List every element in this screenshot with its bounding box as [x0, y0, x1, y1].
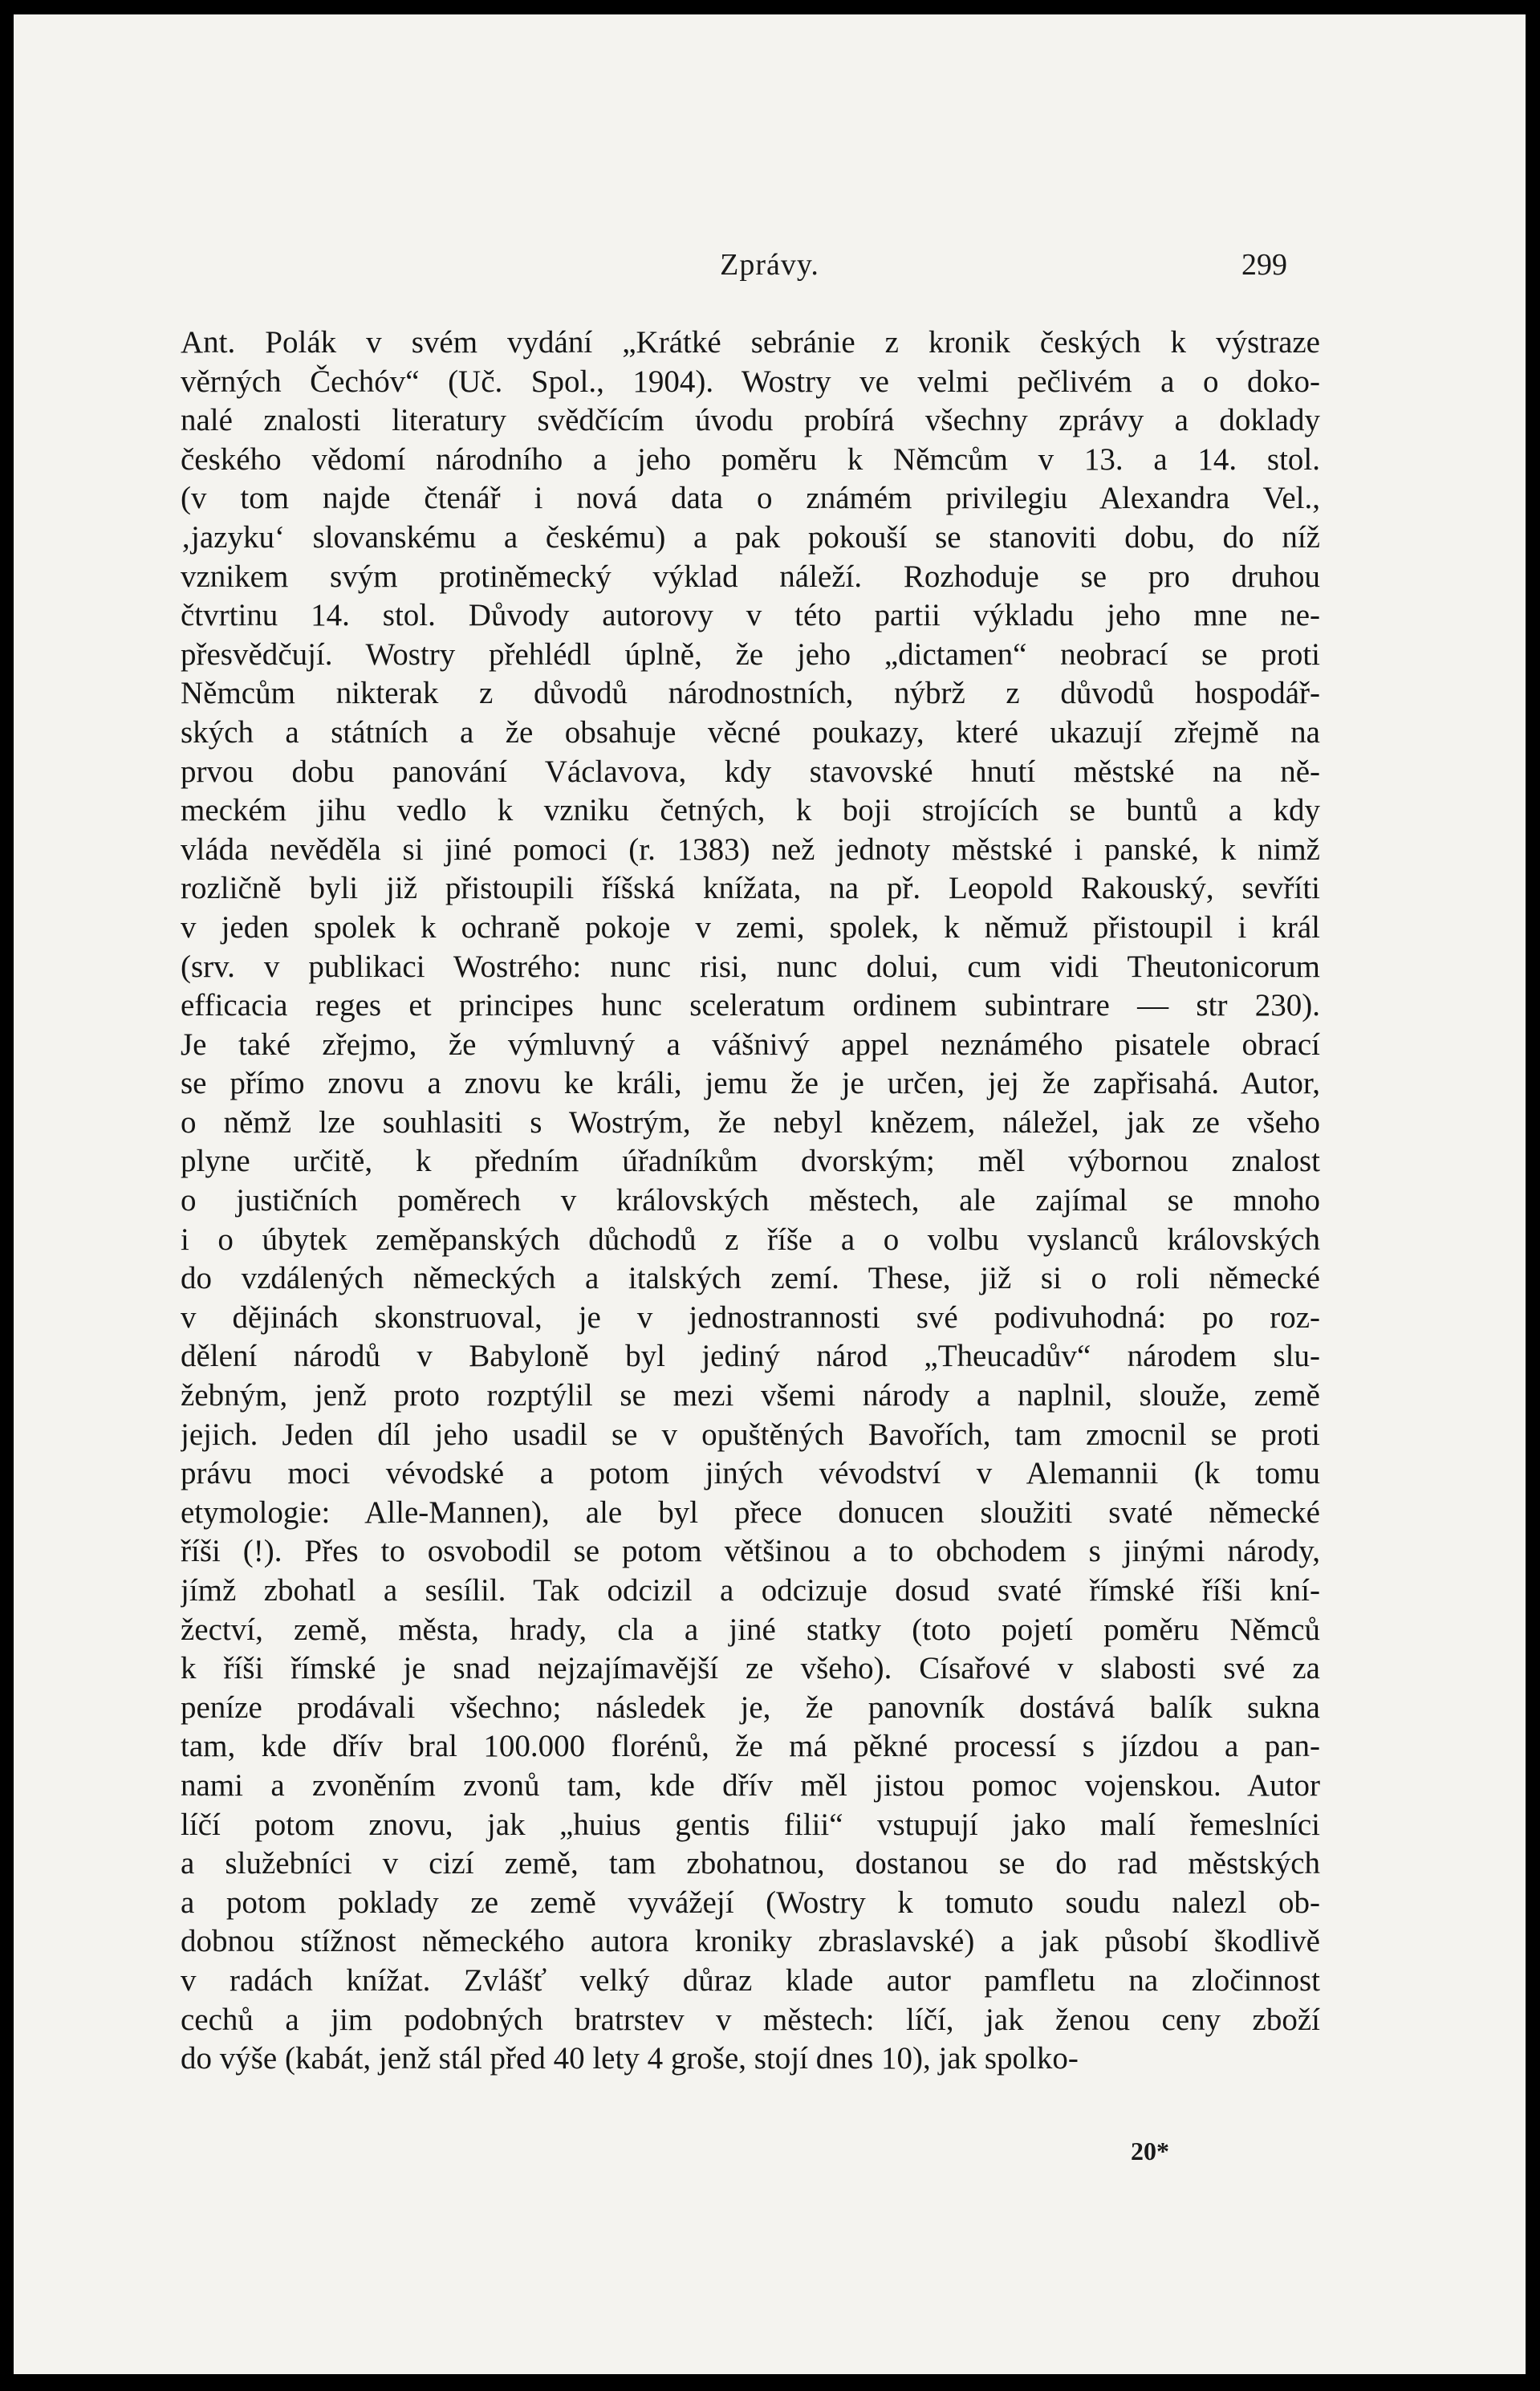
text-line: rozličně byli již přistoupili říšská knížata, na př. Leopold Rakouský, sevříti — [181, 871, 1320, 906]
page-number: 299 — [1241, 248, 1287, 282]
text-line: meckém jihu vedlo k vzniku četných, k boji strojících se buntů a kdy — [181, 793, 1320, 828]
text-line: Je také zřejmo, že výmluvný a vášnivý appel neznámého pisatele obrací — [181, 1027, 1320, 1062]
text-line: vláda nevěděla si jiné pomoci (r. 1383) než jednoty městské i panské, k nimž — [181, 832, 1320, 867]
text-line: nami a zvoněním zvonů tam, kde dřív měl jistou pomoc vojenskou. Autor — [181, 1767, 1320, 1803]
text-line: plyne určitě, k předním úřadníkům dvorským; měl výbornou znalost — [181, 1144, 1320, 1179]
text-line: v radách knížat. Zvlášť velký důraz klade autor pamfletu na zločinnost — [181, 1962, 1320, 1998]
text-line: čtvrtinu 14. stol. Důvody autorovy v této partii výkladu jeho mne ne- — [181, 598, 1320, 633]
text-line: a služebníci v cizí země, tam zbohatnou, dostanou se do rad městských — [181, 1846, 1320, 1881]
text-line: ských a státních a že obsahuje věcné poukazy, které ukazují zřejmě na — [181, 714, 1320, 750]
text-line: českého vědomí národního a jeho poměru k Němcům v 13. a 14. stol. — [181, 441, 1320, 477]
text-line: dobnou stížnost německého autora kroniky zbraslavské) a jak působí škodlivě — [181, 1924, 1320, 1959]
body-text — [181, 323, 1320, 2079]
text-line: cechů a jim podobných bratrstev v městech: líčí, jak ženou ceny zboží — [181, 2002, 1320, 2037]
text-line: k říši římské je snad nejzajímavější ze všeho). Císařové v slabosti své za — [181, 1651, 1320, 1686]
text-line: říši (!). Přes to osvobodil se potom většinou a to obchodem s jinými národy, — [181, 1534, 1320, 1569]
text-line: věrných Čechóv“ (Uč. Spol., 1904). Wostry ve velmi pečlivém a o doko- — [181, 364, 1320, 399]
text-line: peníze prodávali všechno; následek je, že panovník dostává balík sukna — [181, 1690, 1320, 1725]
text-line: žectví, země, města, hrady, cla a jiné statky (toto pojetí poměru Němců — [181, 1612, 1320, 1647]
text-line: o justičních poměrech v královských městech, ale zajímal se mnoho — [181, 1183, 1320, 1218]
text-line: Ant. Polák v svém vydání „Krátké sebránie z kronik českých k výstraze — [181, 325, 1320, 360]
text-line: Němcům nikterak z důvodů národnostních, nýbrž z důvodů hospodář- — [181, 676, 1320, 711]
text-line: líčí potom znovu, jak „huius gentis filii“ vstupují jako malí řemeslníci — [181, 1807, 1320, 1842]
text-line: do vzdálených německých a italských zemí. These, již si o roli německé — [181, 1261, 1320, 1296]
text-line: (v tom najde čtenář i nová data o známém privilegiu Alexandra Vel., — [181, 481, 1320, 516]
text-line: tam, kde dřív bral 100.000 florénů, že má pěkné processí s jízdou a pan- — [181, 1729, 1320, 1764]
text-line: o němž lze souhlasiti s Wostrým, že nebyl knězem, náležel, jak ze všeho — [181, 1104, 1320, 1140]
signature-mark: 20* — [1131, 2137, 1169, 2165]
text-line: právu moci vévodské a potom jiných vévodství v Alemannii (k tomu — [181, 1456, 1320, 1491]
page-header — [14, 247, 1526, 295]
book-page — [14, 14, 1526, 2374]
text-line: dělení národů v Babyloně byl jediný národ „Theucadův“ národem slu- — [181, 1339, 1320, 1374]
text-line: i o úbytek zeměpanských důchodů z říše a o volbu vyslanců královských — [181, 1222, 1320, 1257]
text-line: efficacia reges et principes hunc sceleratum ordinem subintrare — str 230). — [181, 988, 1320, 1023]
text-line: v dějinách skonstruoval, je v jednostrannosti své podivuhodná: po roz- — [181, 1299, 1320, 1335]
text-line: (srv. v publikaci Wostrého: nunc risi, nunc dolui, cum vidi Theutonicorum — [181, 949, 1320, 984]
text-line: prvou dobu panování Václavova, kdy stavovské hnutí městské na ně- — [181, 754, 1320, 789]
text-line: v jeden spolek k ochraně pokoje v zemi, spolek, k němuž přistoupil i král — [181, 909, 1320, 945]
text-line: se přímo znovu a znovu ke králi, jemu že je určen, jej že zapřisahá. Autor, — [181, 1066, 1320, 1101]
text-line: do výše (kabát, jenž stál před 40 lety 4 groše, stojí dnes 10), jak spolko- — [181, 2041, 1079, 2076]
text-line: etymologie: Alle-Mannen), ale byl přece donucen sloužiti svaté německé — [181, 1494, 1320, 1530]
text-line: nalé znalosti literatury svědčícím úvodu probírá všechny zprávy a doklady — [181, 403, 1320, 438]
text-line: ‚jazyku‘ slovanskému a českému) a pak pokouší se stanoviti dobu, do níž — [181, 519, 1320, 555]
text-line: a potom poklady ze země vyvážejí (Wostry k tomuto soudu nalezl ob- — [181, 1885, 1320, 1920]
text-line: žebným, jenž proto rozptýlil se mezi všemi národy a naplnil, slouže, země — [181, 1378, 1320, 1413]
text-line: přesvědčují. Wostry přehlédl úplně, že jeho „dictamen“ neobrací se proti — [181, 636, 1320, 672]
running-title: Zprávy. — [720, 248, 819, 282]
text-line: jejich. Jeden díl jeho usadil se v opuštěných Bavořích, tam zmocnil se proti — [181, 1417, 1320, 1452]
text-line: jímž zbohatl a sesílil. Tak odcizil a odcizuje dosud svaté římské říši kní- — [181, 1573, 1320, 1608]
text-line: vznikem svým protiněmecký výklad náleží. Rozhoduje se pro druhou — [181, 559, 1320, 594]
